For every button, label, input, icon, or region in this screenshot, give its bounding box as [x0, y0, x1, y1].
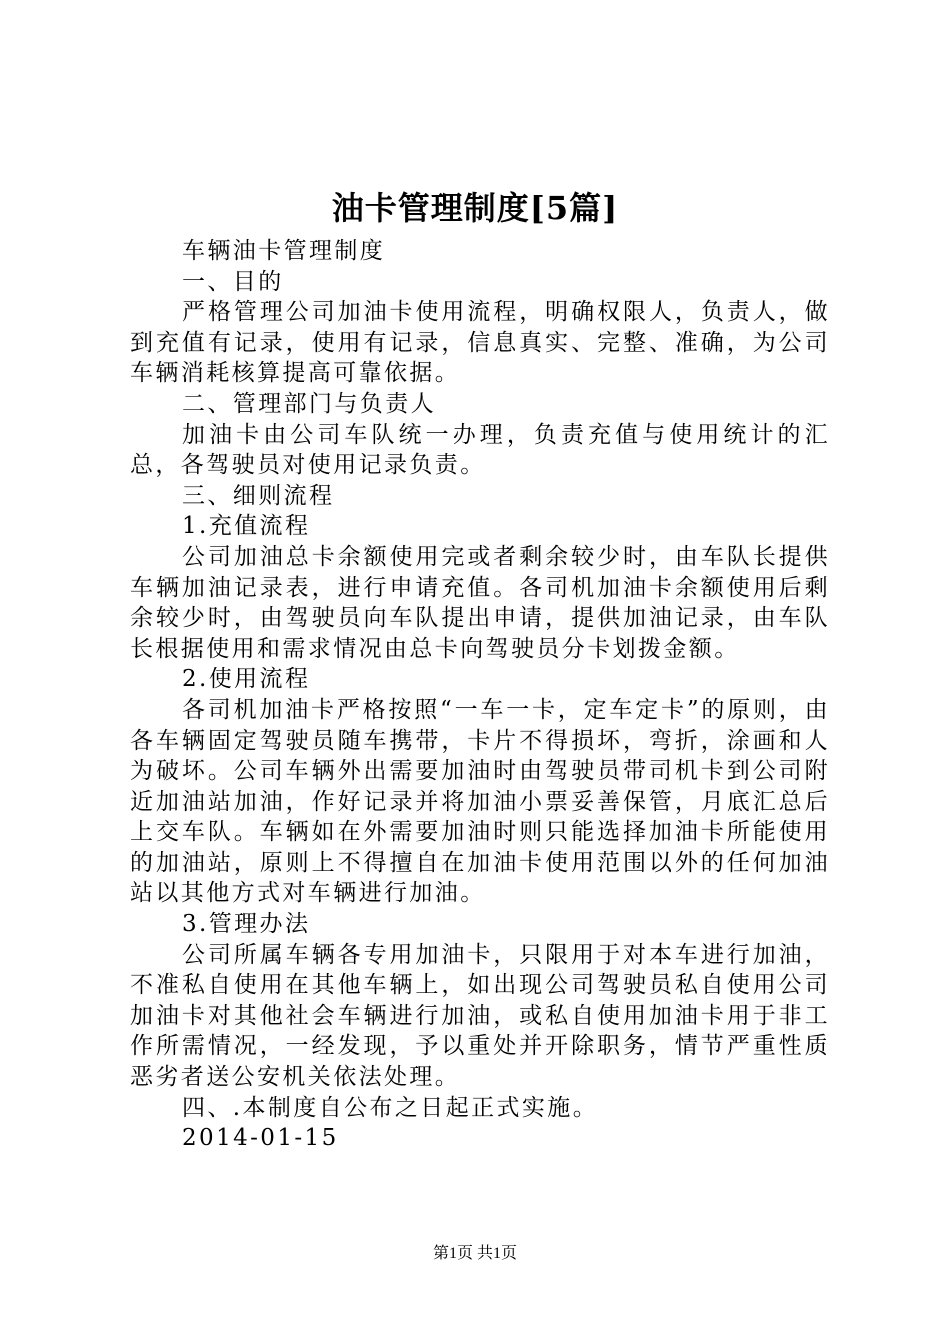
paragraph-recharge-process: 公司加油总卡余额使用完或者剩余较少时，由车队长提供车辆加油记录表，进行申请充值。各司机加油卡余额使用后剩余较少时，由驾驶员向车队提出申请，提供加油记录，由车队长根据使用和需求情况由总卡向驾驶员分卡划拨金额。: [130, 543, 830, 662]
paragraph-usage-process: 各司机加油卡严格按照“一车一卡，定车定卡”的原则，由各车辆固定驾驶员随车携带，卡片不得损坏，弯折，涂画和人为破坏。公司车辆外出需要加油时由驾驶员带司机卡到公司附近加油站加油，作好记录并将加油小票妥善保管，月底汇总后上交车队。车辆如在外需要加油时则只能选择加油卡所能使用的加油站，原则上不得擅自在加油卡使用范围以外的任何加油站以其他方式对车辆进行加油。: [130, 696, 830, 907]
paragraph-purpose: 严格管理公司加油卡使用流程，明确权限人，负责人，做到充值有记录，使用有记录，信息真实、完整、准确，为公司车辆消耗核算提高可靠依据。: [130, 299, 830, 387]
section-heading-purpose: 一、目的: [182, 268, 284, 295]
paragraph-management-method: 公司所属车辆各专用加油卡，只限用于对本车进行加油，不准私自使用在其他车辆上，如出现公司驾驶员私自使用公司加油卡对其他社会车辆进行加油，或私自使用加油卡用于非工作所需情况，一经发现，予以重处并开除职务，情节严重性质恶劣者送公安机关依法处理。: [130, 941, 830, 1091]
document-body: [130, 236, 830, 1154]
subheading-management-method: 3.管理办法: [182, 911, 311, 938]
document-title: 油卡管理制度[5篇]: [331, 189, 619, 227]
subheading-recharge-process: 1.充值流程: [182, 513, 311, 540]
subheading-usage-process: 2.使用流程: [182, 666, 311, 693]
paragraph-heading-vehicle-card-rules: 车辆油卡管理制度: [182, 238, 386, 264]
document-date: 2014-01-15: [182, 1125, 339, 1152]
section-heading-detailed-process: 三、细则流程: [182, 482, 335, 509]
paragraph-effective-date-statement: 四、.本制度自公布之日起正式实施。: [182, 1094, 599, 1121]
section-heading-department: 二、管理部门与负责人: [182, 390, 436, 417]
page-footer: 第1页 共1页: [432, 1245, 517, 1262]
paragraph-department: 加油卡由公司车队统一办理，负责充值与使用统计的汇总，各驾驶员对使用记录负责。: [130, 421, 830, 479]
